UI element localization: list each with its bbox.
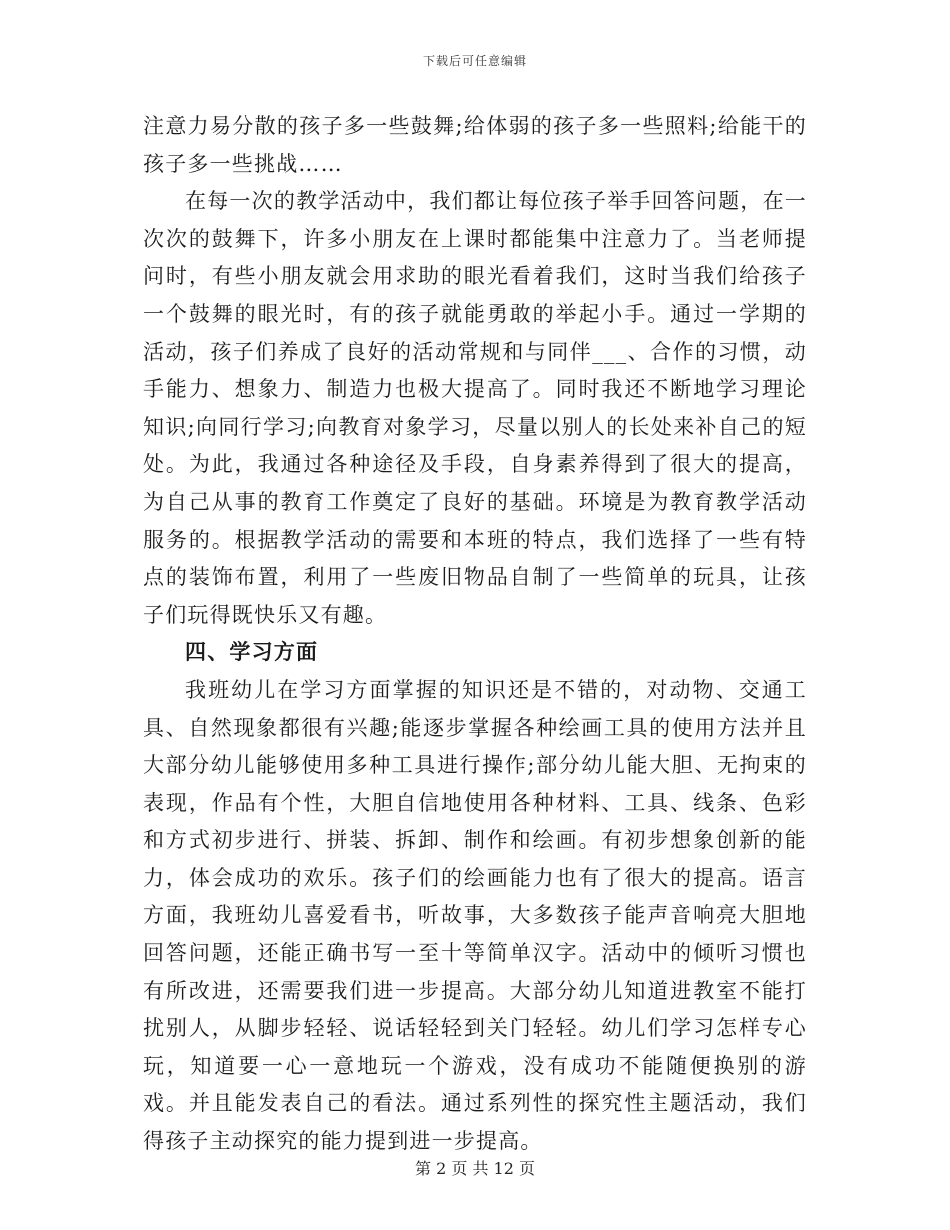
document-body <box>143 108 807 1161</box>
page-footer: 第 2 页 共 12 页 <box>415 1159 535 1178</box>
page-header: 下载后可任意编辑 <box>422 54 527 68</box>
paragraph-learning: 我班幼儿在学习方面掌握的知识还是不错的，对动物、交通工具、自然现象都很有兴趣;能逐步掌握各种绘画工具的使用方法并且大部分幼儿能够使用多种工具进行操作;部分幼儿能大胆、无拘束的表现，作品有个性，大胆自信地使用各种材料、工具、线条、色彩和方式初步进行、拼装、拆卸、制作和绘画。有初步想象创新的能力，体会成功的欢乐。孩子们的绘画能力也有了很大的提高。语言方面，我班幼儿喜爱看书，听故事，大多数孩子能声音响亮大胆地回答问题，还能正确书写一至十等简单汉字。活动中的倾听习惯也有所改进，还需要我们进一步提高。大部分幼儿知道进教室不能打扰别人，从脚步轻轻、说话轻轻到关门轻轻。幼儿们学习怎样专心玩，知道要一心一意地玩一个游戏，没有成功不能随便换别的游戏。并且能发表自己的看法。通过系列性的探究性主题活动，我们得孩子主动探究的能力提到进一步提高。 <box>143 677 807 1154</box>
paragraph-teaching-activities: 在每一次的教学活动中，我们都让每位孩子举手回答问题，在一次次的鼓舞下，许多小朋友在上课时都能集中注意力了。当老师提问时，有些小朋友就会用求助的眼光看着我们，这时当我们给孩子一个鼓舞的眼光时，有的孩子就能勇敢的举起小手。通过一学期的活动，孩子们养成了良好的活动常规和与同伴___、合作的习惯，动手能力、想象力、制造力也极大提高了。同时我还不断地学习理论知识;向同行学习;向教育对象学习，尽量以别人的长处来补自己的短处。为此，我通过各种途径及手段，自身素养得到了很大的提高，为自己从事的教育工作奠定了良好的基础。环境是为教育教学活动服务的。根据教学活动的需要和本班的特点，我们选择了一些有特点的装饰布置，利用了一些废旧物品自制了一些简单的玩具，让孩子们玩得既快乐又有趣。 <box>143 189 807 627</box>
section-heading-learning: 四、学习方面 <box>185 640 319 665</box>
paragraph-continued: 注意力易分散的孩子多一些鼓舞;给体弱的孩子多一些照料;给能干的孩子多一些挑战…… <box>143 114 807 176</box>
